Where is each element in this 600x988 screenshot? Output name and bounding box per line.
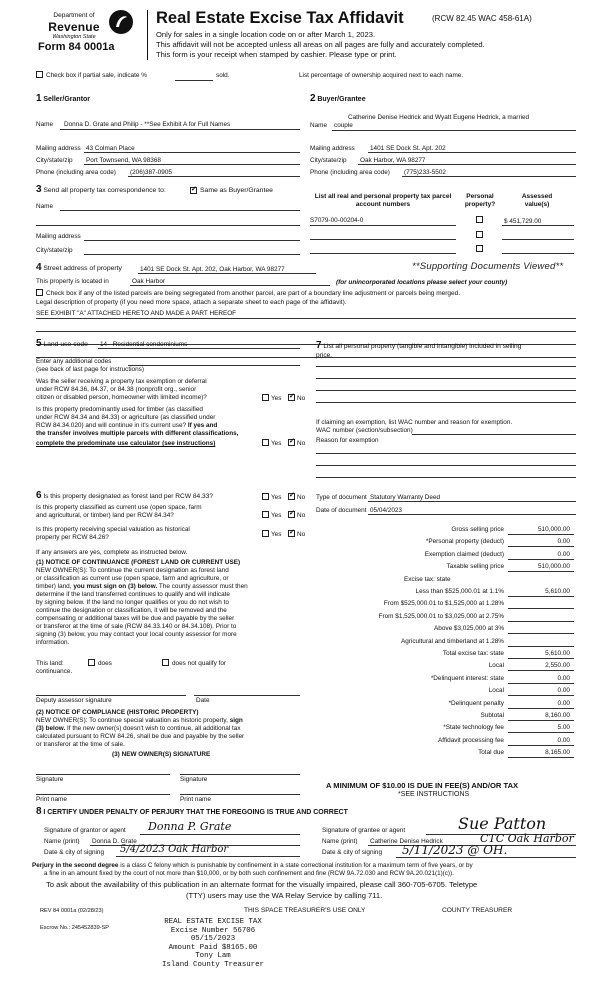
grantor-signature[interactable]: Donna P. Grate [148, 820, 232, 833]
s6-q1: Is this property designated as forest land per RCW 84.33? [43, 493, 214, 500]
section3-city-label: City/state/zip [36, 247, 73, 254]
personal-property-checkbox-2[interactable] [476, 231, 483, 238]
seller-phone-label: Phone (including area code) [36, 169, 116, 176]
escrow-number: Escrow No.: 245452839-SP [40, 925, 110, 931]
section7-title2: price. [316, 352, 333, 359]
assessed-value[interactable]: $ 451,729.00 [504, 218, 542, 225]
calc-label: Subtotal [480, 712, 504, 719]
calc-value[interactable]: 8,165.00 [545, 749, 570, 756]
grantee-name-label: Name (print) [322, 838, 358, 845]
buyer-name-line [332, 130, 576, 131]
calc-label: From $1,525,000.01 to $3,025,000 at 2.75% [378, 613, 504, 620]
q2-line5: complete the predominate use calculator (see instructions) [36, 440, 216, 447]
personal-prop-line-4[interactable] [316, 402, 576, 403]
minimum-due: A MINIMUM OF $10.00 IS DUE IN FEE(S) AND/OR TAX [326, 781, 519, 790]
section3-name-label: Name [36, 203, 54, 210]
section7-heading [316, 340, 521, 352]
calc-label: Total due [478, 749, 504, 756]
calc-value[interactable]: 0.00 [557, 538, 570, 545]
continuance-l6: continue the designation or classification, it will be removed and the [36, 607, 227, 614]
header-note3: This form is your receipt when stamped by cashier. Please type or print. [156, 50, 397, 59]
doc-date-label: Date of document [316, 507, 367, 514]
section3-heading [36, 184, 166, 196]
same-as-buyer-checkbox[interactable] [190, 187, 197, 194]
header-divider [147, 10, 148, 60]
dor-logo-text [38, 12, 110, 41]
q2-line3 [36, 422, 217, 430]
stamp-line-5: Tony Lam [195, 952, 231, 961]
grantor-sig-line [140, 834, 300, 835]
grantee-signature[interactable]: Sue Patton [458, 814, 547, 833]
buyer-name-label: Name [310, 122, 328, 129]
new-owner-sig-line-1[interactable] [36, 774, 170, 775]
grantee-company: CTC Oak Harbor [480, 832, 574, 845]
compliance-l2b: If the new owner(s) doesn't wish to continue, all additional tax [67, 725, 241, 732]
legal-description-value[interactable]: SEE EXHIBIT "A" ATTACHED HERETO AND MADE A PART HEREOF [36, 310, 237, 317]
wac-number-line[interactable] [412, 434, 576, 435]
personal-header: Personal property? [464, 193, 496, 208]
calc-label: From $525,000.01 to $1,525,000 at 1.28% [383, 600, 504, 607]
section6-num: 6 [36, 490, 42, 501]
supporting-docs-stamp: **Supporting Documents Viewed** [412, 261, 564, 272]
parcel-line-2 [310, 239, 456, 240]
legal-line-2 [36, 331, 576, 332]
calc-value[interactable]: 0.00 [557, 737, 570, 744]
continuance-l4: determine if the land transferred continues to qualify and will indicate [36, 591, 230, 598]
this-land-label: This land: [36, 660, 64, 667]
calc-value-line [508, 633, 574, 634]
buyer-num: 2 [310, 93, 316, 104]
legal-description-label: Legal description of property (if you need more space, attach a separate sheet to each page of the affidavit). [36, 299, 347, 306]
calc-value[interactable]: 0.00 [557, 551, 570, 558]
section3-mailing-label: Mailing address [36, 233, 81, 240]
buyer-phone-label: Phone (including area code) [310, 169, 390, 176]
new-owner-print-line-1[interactable] [36, 794, 170, 795]
calc-value[interactable]: 0.00 [557, 675, 570, 682]
q1-line2: under RCW 84.36, 84.37, or 84.38 (nonprofit org., senior [36, 386, 197, 393]
certify-statement: I CERTIFY UNDER PENALTY OF PERJURY THAT THE FOREGOING IS TRUE AND CORRECT [43, 809, 348, 816]
section3-blank-line[interactable] [36, 225, 300, 226]
section7-title: List all personal property (tangible and intangible) included in selling [323, 343, 522, 350]
buyer-phone-line [402, 176, 576, 177]
calc-label: Affidavit processing fee [438, 737, 504, 744]
dept-line1: Department of [53, 12, 95, 19]
perjury-text1: is a class C felony which is punishable by confinement in a state correctional institution for a maximum term of five years, or by [120, 862, 473, 869]
reason-line-2[interactable] [316, 465, 576, 466]
seller-name-line [60, 129, 300, 130]
grantor-name[interactable]: Donna D. Grate [92, 838, 137, 845]
compliance-l1a: NEW OWNER(S): To continue special valuation as historic property, [36, 717, 228, 724]
q2-line1: Is this property predominantly used for timber (as classified [36, 406, 203, 413]
seller-mailing-line [84, 152, 300, 153]
perjury-line1 [32, 862, 473, 870]
grantee-date-line [396, 857, 576, 858]
q1-no-label: No [297, 395, 306, 402]
located-value[interactable]: Oak Harbor [132, 278, 166, 285]
s6-q3-line1: Is this property receiving special valuation as historical [36, 526, 190, 533]
calc-label: Total excise tax: state [442, 650, 504, 657]
header-note1: Only for sales in a single location code on or after March 1, 2023. [156, 30, 376, 39]
segregated-label: Check box if any of the listed parcels are being segregated from another parcel, are part of a boundary line adjustment or parcels being merged. [46, 290, 461, 297]
q2-line2: under RCW 84.34 and 84.33) or agriculture (as classified under [36, 414, 216, 421]
seller-title: Seller/Grantor [43, 96, 91, 103]
calc-label: Local [488, 687, 504, 694]
deputy-date-label: Date [196, 697, 210, 704]
buyer-name-line1[interactable]: Catherine Denise Hedrick and Wyatt Eugene Hedrick, a married [348, 114, 530, 121]
buyer-heading [310, 93, 366, 105]
new-owner-print-label-2: Print name [180, 796, 211, 803]
property-street-line [138, 273, 316, 274]
seller-mailing[interactable]: 43 Colman Place [86, 145, 135, 152]
section4-heading [36, 262, 122, 274]
parcel-line-1 [310, 225, 456, 226]
doc-date-line [368, 514, 576, 515]
q1-line1: Was the seller receiving a property tax exemption or deferral [36, 378, 207, 385]
perjury-line2: a fine in an amount fixed by the court of not more than $10,000, or by both such confinement and fine (RCW 9A.72.030 and RCW 9A.20.021(1)(c)). [44, 870, 454, 877]
stamp-line-2: Excise Number 56706 [170, 926, 256, 935]
q1-yes-label: Yes [271, 395, 282, 402]
calc-value-line [508, 670, 574, 671]
calc-value-line [508, 732, 574, 733]
s6-q1-no-checkbox[interactable] [288, 493, 295, 500]
wac-line1: If claiming an exemption, list WAC number and reason for exemption. [316, 419, 513, 426]
calc-value[interactable]: 510,000.00 [538, 526, 570, 533]
partial-sale-label: Check box if partial sale, indicate % [46, 72, 147, 79]
see-instructions: *SEE INSTRUCTIONS [398, 791, 470, 798]
doc-date-value[interactable]: 05/04/2023 [370, 507, 402, 514]
new-owner-sig-label-1: Signature [36, 776, 64, 783]
calc-value-line [508, 534, 574, 535]
calc-value-line [508, 683, 574, 684]
doc-type-value[interactable]: Statutory Warranty Deed [370, 494, 441, 501]
grantee-sig-label: Signature of grantee or agent [322, 827, 406, 834]
land-does-label: does [98, 660, 112, 667]
s6-q2-yes-checkbox[interactable] [262, 511, 269, 518]
calc-label: Less than $525,000.01 at 1.1% [415, 588, 504, 595]
same-as-buyer-label: Same as Buyer/Grantee [200, 187, 273, 194]
land-use-label: Land use code [43, 341, 88, 348]
calc-value-line [508, 646, 574, 647]
q1-yes-checkbox[interactable] [262, 394, 269, 401]
calc-value-line [508, 720, 574, 721]
segregated-checkbox[interactable] [36, 289, 43, 296]
seller-city-label: City/state/zip [36, 157, 73, 164]
s6-q3-yes-checkbox[interactable] [262, 530, 269, 537]
dept-line3: Washington State [52, 34, 96, 41]
legal-line-4 [36, 357, 576, 358]
calc-label: Exemption claimed (deduct) [424, 551, 504, 558]
compliance-l4: or transferor at the time of sale. [36, 741, 125, 748]
calc-label: *State technology fee [443, 724, 504, 731]
buyer-phone[interactable]: (775)233-5502 [404, 169, 446, 176]
continuance-word: continuance. [36, 668, 73, 675]
seller-mailing-label: Mailing address [36, 145, 81, 152]
additional-codes-label: Enter any additional codes [36, 358, 112, 365]
calc-value-line [508, 708, 574, 709]
q2-yes-label: Yes [271, 440, 282, 447]
calc-label: Above $3,025,000 at 3% [434, 625, 504, 632]
deputy-date-line[interactable] [194, 695, 300, 696]
legal-line-1 [36, 318, 576, 319]
county-treasurer: COUNTY TREASURER [442, 907, 513, 914]
s6-q1-yes-checkbox[interactable] [262, 493, 269, 500]
q2-no-label: No [297, 440, 306, 447]
continuance-l8: or transferor at the time of sale (RCW 84.33.140 or 84.34.108). Prior to [36, 623, 237, 630]
stamp-line-3: 05/15/2023 [190, 935, 236, 944]
seller-heading [36, 93, 90, 105]
assessed-line-3 [502, 253, 574, 254]
form-number: Form 84 0001a [38, 41, 115, 53]
seller-city-line [84, 164, 300, 165]
calc-label: *Delinquent interest: state [430, 675, 504, 682]
stamp-line-1: REAL ESTATE EXCISE TAX [164, 918, 262, 926]
located-label: This property is located in [36, 278, 109, 285]
calc-label: Agricultural and timberland at 1.28% [400, 638, 504, 645]
calc-label: *Delinquent penalty [448, 700, 504, 707]
personal-prop-line-3[interactable] [316, 390, 576, 391]
calc-value-line [508, 658, 574, 659]
new-owner-sig-line-2[interactable] [180, 774, 300, 775]
grantor-sig-label: Signature of grantor or agent [44, 827, 126, 834]
buyer-city-label: City/state/zip [310, 157, 347, 164]
personal-prop-line-1[interactable] [316, 366, 576, 367]
s6-q3-line2: property per RCW 84.26? [36, 534, 109, 541]
treasurer-use: THIS SPACE TREASURER'S USE ONLY [244, 907, 366, 914]
buyer-mailing[interactable]: 1401 SE Dock St. Apt. 202 [370, 145, 446, 152]
seller-num: 1 [36, 93, 42, 104]
calc-value[interactable]: 0.00 [557, 687, 570, 694]
seller-phone[interactable]: (206)387-0905 [130, 169, 172, 176]
continuance-l3a: timber) land, [36, 583, 72, 590]
unincorporated-note: (for unincorporated locations please select your county) [336, 279, 508, 286]
form-rcw: (RCW 82.45 WAC 458-61A) [432, 14, 532, 23]
grantor-name-label: Name (print) [44, 838, 80, 845]
deputy-sig-label: Deputy assessor signature [36, 697, 112, 704]
calc-value[interactable]: 5.00 [557, 724, 570, 731]
partial-sale-sold: sold. [216, 72, 230, 79]
header-note2: This affidavit will not be accepted unless all areas on all pages are fully and accurately completed. [156, 40, 485, 49]
calc-value-line [508, 695, 574, 696]
parcel-line-3 [310, 253, 456, 254]
s6-q2-line1: Is this property classified as current use (open space, farm [36, 504, 202, 511]
section7-num: 7 [316, 340, 322, 351]
s6-instructions: If any answers are yes, complete as instructed below. [36, 549, 188, 556]
continuance-l1: NEW OWNER(S): To continue the current designation as forest land [36, 567, 229, 574]
s6-q2-yes: Yes [271, 512, 282, 519]
land-use-line [98, 348, 300, 349]
accessibility-line2: (TTY) users may use the WA Relay Service by calling 711. [186, 891, 383, 900]
continuance-title: (1) NOTICE OF CONTINUANCE (FOREST LAND OR CURRENT USE) [36, 559, 241, 566]
section6-heading [36, 490, 213, 502]
calc-value[interactable]: 2,550.00 [545, 662, 570, 669]
s6-q3-no: No [297, 531, 306, 538]
continuance-l10: information. [36, 639, 70, 646]
q2-line4: the transfer involves multiple parcels with different classifications, [36, 430, 239, 437]
parcels-header: List all real and personal property tax parcel account numbers [314, 193, 452, 208]
compliance-l3: calculated pursuant to RCW 84.26, shall be due and payable by the seller [36, 733, 245, 740]
q2-no-checkbox[interactable] [288, 439, 295, 446]
section8-heading [36, 806, 348, 818]
section3-city-line[interactable] [84, 254, 300, 255]
located-line [130, 285, 330, 286]
q2-yes-checkbox[interactable] [262, 439, 269, 446]
seller-city[interactable]: Port Townsend, WA 98368 [86, 157, 161, 164]
section8-num: 8 [36, 806, 42, 817]
buyer-city-line [358, 164, 576, 165]
grantor-date-label: Date & city of signing [44, 849, 105, 856]
continuance-l2: or classification as current use (open space, farm and agriculture, or [36, 575, 229, 582]
ownership-note: List percentage of ownership acquired next to each name. [299, 72, 464, 79]
continuance-l3 [36, 583, 248, 591]
dept-line2: Revenue [48, 19, 100, 34]
land-does-not-checkbox[interactable] [162, 659, 169, 666]
additional-codes-line[interactable] [128, 365, 300, 366]
partial-sale-checkbox[interactable] [36, 71, 43, 78]
street-label: Street address of property [43, 265, 122, 272]
s6-q1-no: No [297, 494, 306, 501]
s6-q3-yes: Yes [271, 531, 282, 538]
personal-property-checkbox-1[interactable] [476, 216, 483, 223]
new-owner-print-label-1: Print name [36, 796, 67, 803]
new-owner-sig-title: (3) NEW OWNER(S) SIGNATURE [112, 751, 211, 758]
land-does-not-label: does not qualify for [172, 660, 226, 667]
personal-property-checkbox-3[interactable] [476, 245, 483, 252]
q2-line3b: If yes and [187, 422, 218, 429]
new-owner-sig-label-2: Signature [180, 776, 208, 783]
buyer-title: Buyer/Grantee [317, 96, 366, 103]
continuance-l3b: you must sign on (3) below. [73, 583, 158, 590]
seller-name-label: Name [36, 121, 54, 128]
grantee-name[interactable]: Catherine Denise Hedrick [370, 838, 443, 845]
continuance-l7: compensating or additional taxes will be due and payable by the seller [36, 615, 235, 622]
compliance-l1 [36, 717, 243, 725]
q2-line3a: RCW 84.34.020) and will continue in it's current use? [36, 422, 187, 429]
calc-value[interactable]: 8,160.00 [545, 712, 570, 719]
buyer-mailing-label: Mailing address [310, 145, 355, 152]
buyer-mailing-line [368, 152, 576, 153]
dor-logo-icon [108, 9, 134, 35]
compliance-title: (2) NOTICE OF COMPLIANCE (HISTORIC PROPERTY) [36, 709, 199, 716]
compliance-l1b: sign [229, 717, 243, 724]
calc-label: Gross selling price [451, 526, 504, 533]
doc-type-label: Type of document [316, 494, 367, 501]
perjury-degree: Perjury in the second degree [32, 862, 119, 869]
property-street[interactable]: 1401 SE Dock St. Apt. 202, Oak Harbor, WA 98277 [140, 266, 285, 273]
calc-label: Local [488, 662, 504, 669]
calc-value-line [508, 596, 574, 597]
compliance-l2a: (3) below. [36, 725, 66, 732]
s6-q2-no: No [297, 512, 306, 519]
land-does-checkbox[interactable] [88, 659, 95, 666]
land-use-value[interactable]: 14 - Residential condominiums [100, 341, 188, 348]
calc-value-line [508, 621, 574, 622]
section3-mailing-line[interactable] [84, 240, 300, 241]
section3-name-line[interactable] [60, 210, 300, 211]
reason-line-1[interactable] [316, 453, 576, 454]
seller-phone-line [128, 176, 300, 177]
grantor-date-line [116, 856, 300, 857]
grantee-date[interactable]: 5/11/2023 @ OH. [402, 843, 508, 857]
calc-value[interactable]: 5,610.00 [545, 588, 570, 595]
reason-line-3[interactable] [316, 477, 576, 478]
continuance-l9: signing (3) below, you may contact your local county assessor for more [36, 631, 237, 638]
continuance-l3c: The county assessor must then [158, 583, 248, 590]
rev-number: REV 84 0001a (02/28/23) [40, 908, 104, 914]
buyer-city[interactable]: Oak Harbor, WA 98277 [360, 157, 426, 164]
deputy-sig-line[interactable] [36, 695, 186, 696]
s6-q1-yes: Yes [271, 494, 282, 501]
parcel-number[interactable]: S7079-00-00204-0 [310, 217, 364, 224]
calc-value-line [508, 571, 574, 572]
grantor-date[interactable]: 5/4/2023 Oak Harbor [120, 844, 229, 855]
section5-heading [36, 338, 88, 350]
seller-name[interactable]: Donna D. Grate and Philip - **See Exhibit A for Full Names [64, 121, 231, 128]
assessed-line-2 [502, 239, 574, 240]
section3-label: Send all property tax correspondence to: [43, 187, 166, 194]
section5-num: 5 [36, 338, 42, 349]
s6-q2-line2: and agricultural, or timber) land per RCW 84.34? [36, 512, 174, 519]
buyer-name-line2[interactable]: couple [334, 122, 353, 129]
s6-q3-no-checkbox[interactable] [288, 530, 295, 537]
wac-line2: WAC number (section/subsection) [316, 427, 413, 434]
personal-prop-line-2[interactable] [316, 378, 576, 379]
calc-value-line [508, 608, 574, 609]
continuance-l5: by signing below. If the land no longer qualifies or you do not wish to [36, 599, 229, 606]
additional-codes-note: (see back of last page for instructions) [36, 366, 144, 373]
q1-line3: citizen or disabled person, homeowner with limited income)? [36, 394, 207, 401]
calc-label: *Personal property (deduct) [425, 538, 504, 545]
partial-sale-percent-line[interactable] [175, 80, 213, 81]
section3-num: 3 [36, 184, 42, 195]
doc-type-line [368, 501, 576, 502]
accessibility-line1: To ask about the availability of this publication in an alternate format for the visually impaired, please call 360-705-6705. Teletype [46, 880, 478, 889]
calc-value[interactable]: 0.00 [557, 700, 570, 707]
s6-q2-no-checkbox[interactable] [288, 511, 295, 518]
grantee-date-label: Date & city of signing [322, 849, 383, 856]
q1-no-checkbox[interactable] [288, 394, 295, 401]
calc-label: Taxable selling price [446, 563, 504, 570]
calc-value-line [508, 559, 574, 560]
calc-value-line [508, 546, 574, 547]
calc-value[interactable]: 510,000.00 [538, 563, 570, 570]
calc-label: Excise tax: state [404, 576, 451, 583]
compliance-l2 [36, 725, 241, 733]
reason-label: Reason for exemption [316, 437, 379, 444]
calc-value-line [508, 757, 574, 758]
calc-value-line [508, 745, 574, 746]
calc-value[interactable]: 5,610.00 [545, 650, 570, 657]
new-owner-print-line-2[interactable] [180, 794, 300, 795]
stamp-line-6: Island County Treasurer [161, 960, 264, 969]
form-title: Real Estate Excise Tax Affidavit [156, 9, 404, 27]
section4-num: 4 [36, 262, 42, 273]
treasurer-stamp [148, 918, 278, 969]
assessed-line-1 [502, 225, 574, 226]
assessed-header: Assessed value(s) [521, 193, 553, 208]
stamp-line-4: Amount Paid $8165.00 [168, 943, 258, 952]
